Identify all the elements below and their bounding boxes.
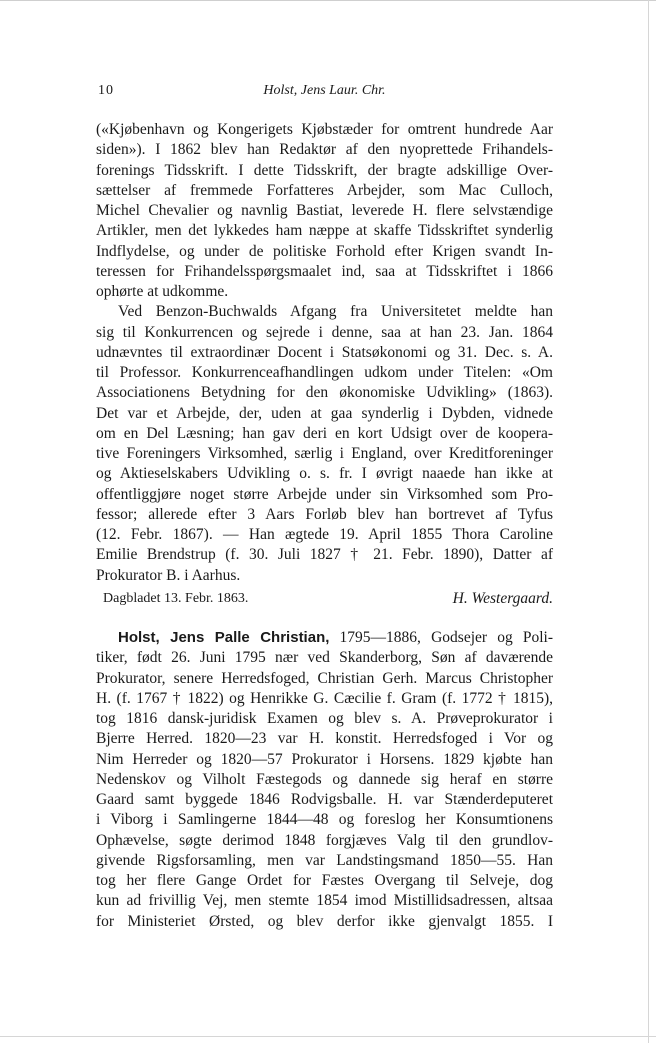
running-title: Holst, Jens Laur. Chr. [263,83,386,98]
text-line: Ved Benzon-Buchwalds Afgang fra Universitetet meldte han [118,303,553,321]
text-line: kun ad frivillig Vej, men stemte 1854 imod Mistillidsadressen, altsaa [96,892,553,910]
page-body [96,120,553,932]
text-line: Associationens Betydning for den økonomiske Udvikling» (1863). [96,384,553,402]
page-header [96,83,553,103]
text-line: siden»). I 1862 blev han Redaktør af den nyoprettede Frihandels- [96,141,553,159]
source-citation: Dagbladet 13. Febr. 1863. [103,590,249,606]
page-edge-right [648,0,649,1043]
text-line: til Professor. Konkurrenceafhandlingen udkom under Titelen: «Om [96,364,553,381]
text-line: Prokurator, senere Herredsfoged, Christian Gerh. Marcus Christopher [96,669,553,687]
paragraph [96,302,553,586]
text-line: for Ministeriet Ørsted, og blev derfor ikke gjenvalgt 1855. I [96,912,553,930]
text-line: forenings Tidsskrift. I dette Tidsskrift, der bragte adskillige Over- [96,161,553,179]
page-edge-top [0,0,656,1]
text-line: tiker, født 26. Juni 1795 nær ved Skanderborg, Søn af daværende [96,649,553,667]
text-line: sig til Konkurrencen og sejrede i denne, saa at han 23. Jan. 1864 [96,323,553,341]
source-line [96,589,553,609]
biography-entry [96,628,553,932]
text-line: tive Foreningers Virksomhed, særlig i England, over Kreditforeninger [96,445,553,462]
text-line: Bjerre Herred. 1820—23 var H. konstit. Herredsfoged i Vor og [96,730,553,748]
text-line: tog her flere Gange Ordet for Fæstes Overgang til Selveje, dog [96,872,553,889]
entry-headword: Holst, Jens Palle Christian, [118,629,330,646]
text-line: Artikler, men det lykkedes ham næppe at skaffe Tidsskriftet synderlig [96,222,553,240]
text-line: sættelser af fremmede Forfatteres Arbejder, som Mac Culloch, [96,181,553,199]
text-line: Nedenskov og Vilholt Fæstegods og dannede sig heraf en større [96,770,553,788]
text-line: Indflydelse, og under de politiske Forhold efter Krigen svandt In- [96,242,553,260]
text-line: i Viborg i Samlingerne 1844—48 og foreslog her Konsumtionens [96,811,553,829]
text-line: Michel Chevalier og navnlig Bastiat, leverede H. flere selvstændige [96,202,553,219]
text-line: givende Rigsforsamling, men var Landstingsmand 1850—55. Han [96,851,553,869]
text-line: tog 1816 dansk-juridisk Examen og blev s. A. Prøveprokurator i [96,710,553,727]
text-line: (12. Febr. 1867). — Han ægtede 19. April 1855 Thora Caroline [96,526,553,543]
text-line: Det var et Arbejde, der, uden at gaa synderlig i Dybden, vidnede [96,404,553,422]
text-line: Emilie Brendstrup (f. 30. Juli 1827 † 21. Febr. 1890), Datter af [96,546,553,564]
text-line: udnævntes til extraordinær Docent i Statsøkonomi og 31. Dec. s. A. [96,343,553,361]
paragraph [96,120,553,302]
text-line: Nim Herreder og 1820—57 Prokurator i Horsens. 1829 kjøbte han [96,750,553,768]
text-line: Ophævelse, søgte derimod 1848 forgjæves Valg til den grundlov- [96,831,553,849]
text-line: om en Del Læsning; han gav deri en kort Udsigt over de koopera- [96,424,553,442]
text-line: og Aktieselskabers Udvikling o. s. fr. I øvrigt naaede han ikke at [96,465,553,483]
text-line: Prokurator B. i Aarhus. [96,566,241,584]
text-line [96,628,553,648]
page-edge-bottom [0,1036,656,1037]
text-line: offentliggjøre noget større Arbejde under sin Virksomhed som Pro- [96,485,553,503]
entry-dates: 1795—1886, Godsejer og Poli- [329,629,553,646]
text-line: H. (f. 1767 † 1822) og Henrikke G. Cæcilie f. Gram (f. 1772 † 1815), [96,689,553,707]
page-number: 10 [98,83,114,98]
text-line: ophørte at udkomme. [96,283,229,300]
text-line: teressen for Frihandelsspørgsmaalet ind, saa at Tidsskriftet i 1866 [96,262,553,280]
text-line: («Kjøbenhavn og Kongerigets Kjøbstæder for omtrent hundrede Aar [96,121,553,138]
text-line: fessor; allerede efter 3 Aars Forløb blev han bortrevet af Tyfus [96,505,553,523]
author-signature: H. Westergaard. [452,589,553,607]
text-line: Gaard samt byggede 1846 Rodvigsballe. H. var Stænderdeputeret [96,791,553,808]
